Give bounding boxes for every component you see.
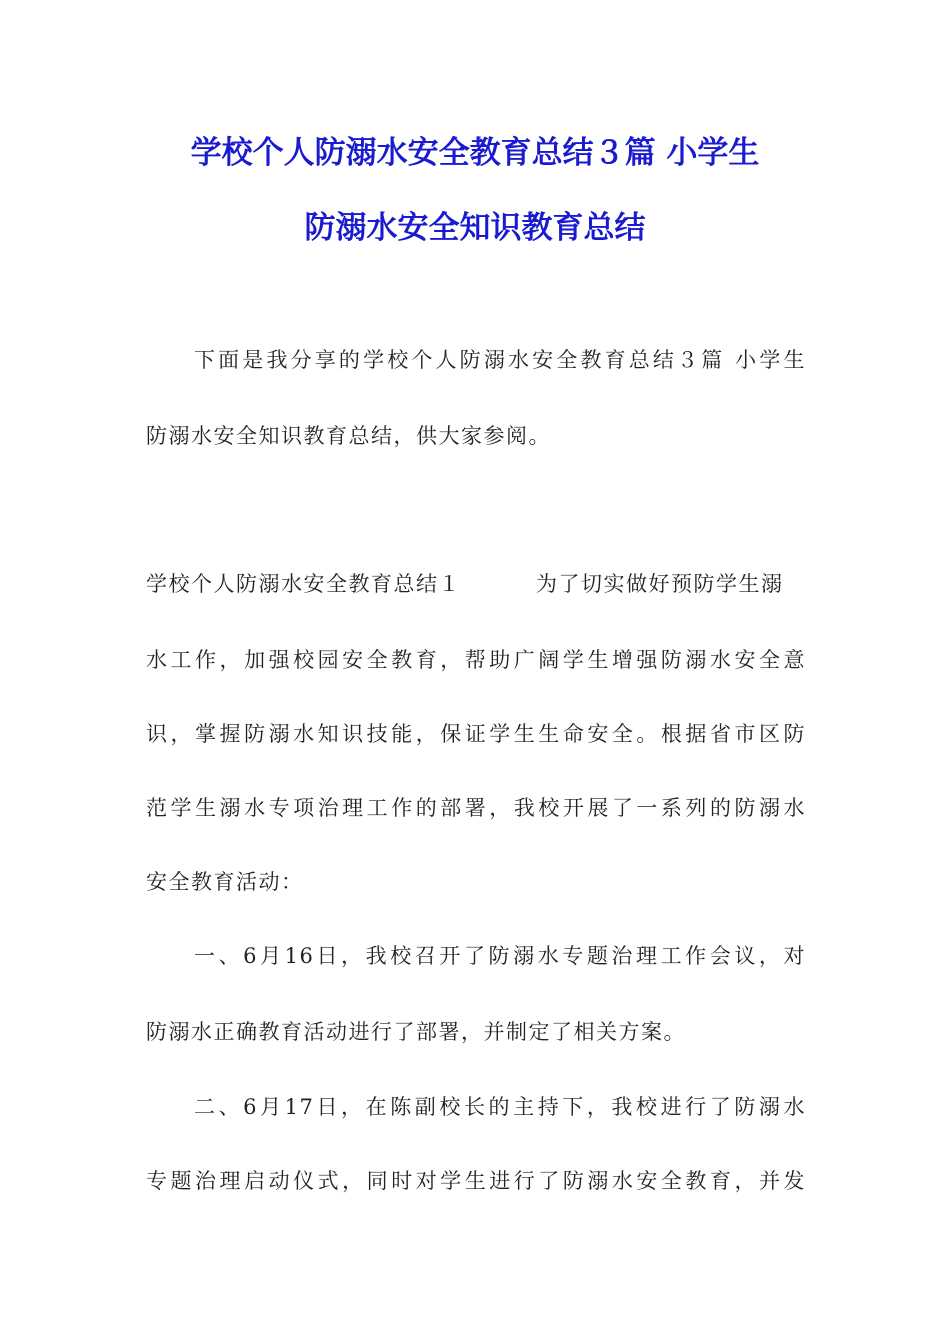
item-1-line-2: 防溺水正确教育活动进行了部署，并制定了相关方案。 bbox=[146, 1020, 686, 1044]
section-1-line-5: 安全教育活动： bbox=[146, 870, 304, 894]
section-1-line-3: 识，掌握防溺水知识技能，保证学生生命安全。根据省市区防 bbox=[146, 722, 806, 746]
item-2-line-1: 二、6月17日，在陈副校长的主持下，我校进行了防溺水 bbox=[194, 1095, 806, 1119]
item-2-line-2: 专题治理启动仪式，同时对学生进行了防溺水安全教育，并发 bbox=[146, 1169, 806, 1193]
section-1-first-line bbox=[146, 569, 806, 599]
intro-line-2: 防溺水安全知识教育总结，供大家参阅。 bbox=[146, 424, 551, 448]
section-1-heading: 学校个人防溺水安全教育总结１ bbox=[146, 572, 461, 596]
intro-line-1: 下面是我分享的学校个人防溺水安全教育总结３篇 小学生 bbox=[194, 348, 806, 372]
document-title-line-1: 学校个人防溺水安全教育总结３篇 小学生 bbox=[190, 135, 760, 171]
section-1-line-2: 水工作，加强校园安全教育，帮助广阔学生增强防溺水安全意 bbox=[146, 648, 806, 672]
section-1-line-4: 范学生溺水专项治理工作的部署，我校开展了一系列的防溺水 bbox=[146, 796, 806, 820]
document-title-line-2: 防溺水安全知识教育总结 bbox=[304, 210, 646, 246]
item-1-line-1: 一、6月16日，我校召开了防溺水专题治理工作会议，对 bbox=[194, 944, 806, 968]
section-1-text-start: 为了切实做好预防学生溺 bbox=[536, 572, 784, 596]
